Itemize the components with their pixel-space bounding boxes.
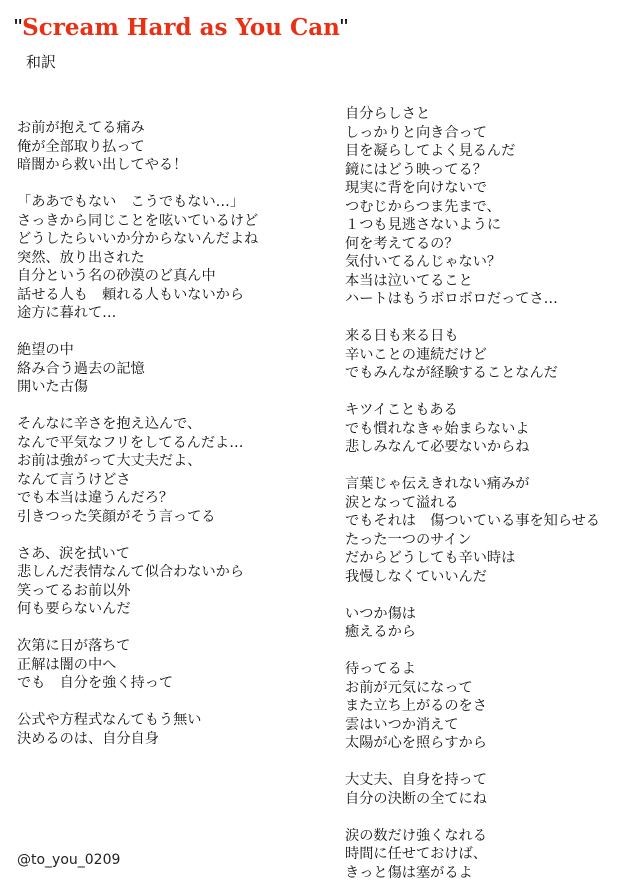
lyric-line: 涙の数だけ強くなれる — [345, 827, 487, 844]
lyric-line: 大丈夫、自身を持って — [345, 772, 487, 788]
lyric-stanza — [345, 771, 600, 808]
lyric-line: 我慢しなくていいんだ — [345, 568, 487, 585]
lyric-line: 正解は闇の中へ — [17, 656, 117, 673]
lyrics-right-column — [345, 105, 600, 882]
lyric-line: 気付いてるんじゃない？ — [345, 254, 502, 270]
lyric-line: 次第に日が落ちて — [17, 638, 131, 654]
lyric-line: つむじからつま先まで、 — [345, 198, 501, 215]
stanza-gap — [17, 526, 258, 545]
lyric-line: 「ああでもない こうでもない…」 — [17, 194, 245, 210]
lyric-line: キツイこともある — [345, 402, 458, 418]
lyric-line: ハートはもうボロボロだってさ… — [345, 291, 558, 307]
lyric-stanza — [345, 827, 600, 883]
lyric-stanza — [345, 105, 600, 309]
stanza-gap — [345, 586, 600, 605]
lyric-line: 何を考えてるの？ — [345, 235, 459, 252]
lyric-line: 涙となって溢れる — [345, 494, 459, 511]
lyric-line: お前が元気になって — [345, 679, 473, 696]
lyric-line: 自分の決断の全てにね — [345, 790, 487, 807]
lyric-stanza — [17, 341, 258, 397]
lyric-line: また立ち上がるのをさ — [345, 698, 487, 714]
lyric-stanza — [345, 660, 600, 753]
lyric-line: でも 自分を強く持って — [17, 675, 174, 691]
stanza-gap — [345, 808, 600, 827]
lyric-line: お前が抱えてる痛み — [17, 120, 145, 136]
lyric-line: 決めるのは、自分自身 — [17, 730, 159, 747]
lyric-stanza — [345, 401, 600, 457]
lyric-line: さあ、涙を拭いて — [17, 545, 130, 562]
lyric-line: 何も要らないんだ — [17, 601, 131, 617]
lyric-stanza — [345, 327, 600, 383]
stanza-gap — [17, 397, 258, 416]
lyric-line: 俺が全部取り払って — [17, 138, 145, 155]
lyric-line: 公式や方程式なんてもう無い — [17, 712, 202, 728]
lyric-line: 悲しんだ表情なんて似合わないから — [17, 564, 245, 580]
lyric-line: お前は強がって大丈夫だよ、 — [17, 453, 202, 469]
lyric-line: どうしたらいいか分からないんだよね — [17, 231, 259, 247]
lyric-line: 開いた古傷 — [17, 379, 88, 395]
lyric-stanza — [17, 637, 258, 693]
lyric-line: でも本当は違うんだろ？ — [17, 490, 174, 506]
lyric-line: 癒えるから — [345, 624, 416, 640]
lyric-line: 自分らしさと — [345, 106, 431, 122]
lyric-line: 笑ってるお前以外 — [17, 582, 131, 599]
song-title — [14, 12, 348, 43]
stanza-gap — [345, 457, 600, 476]
lyric-stanza — [345, 605, 600, 642]
lyric-line: 悲しみなんて必要ないからね — [345, 439, 530, 455]
lyric-line: 目を凝らしてよく見るんだ — [345, 143, 516, 159]
lyric-line: なんで平気なフリをしてるんだよ… — [17, 434, 244, 451]
stanza-gap — [345, 753, 600, 772]
title-close-quote: " — [339, 14, 349, 40]
lyric-line: たった一つのサイン — [345, 531, 472, 548]
lyric-line: 言葉じゃ伝えきれない痛みが — [345, 476, 530, 492]
lyric-line: 絡み合う過去の記憶 — [17, 360, 145, 377]
lyric-line: きっと傷は塞がるよ — [345, 864, 473, 881]
stanza-gap — [345, 383, 600, 402]
lyric-line: だからどうしても辛い時は — [345, 550, 516, 566]
lyric-line: 来る日も来る日も — [345, 328, 459, 344]
stanza-gap — [345, 309, 600, 328]
translation-label: 和訳 — [26, 53, 57, 71]
lyric-line: 話せる人も 頼れる人もいないから — [17, 286, 245, 303]
lyric-line: 鏡にはどう映ってる？ — [345, 161, 487, 178]
stanza-gap — [17, 175, 258, 194]
lyric-line: 辛いことの連続だけど — [345, 346, 487, 363]
title-text: Scream Hard as You Can — [22, 14, 340, 41]
lyric-stanza — [17, 711, 258, 748]
author-handle: @to_you_0209 — [17, 852, 121, 868]
lyric-stanza — [17, 545, 258, 619]
lyric-stanza — [345, 475, 600, 586]
lyric-line: 本当は泣いてること — [345, 272, 473, 289]
stanza-gap — [17, 619, 258, 638]
lyric-line: いつか傷は — [345, 605, 416, 622]
lyric-stanza — [17, 415, 258, 526]
lyric-stanza — [17, 193, 258, 323]
lyric-line: 時間に任せておけば、 — [345, 846, 487, 862]
lyric-line: 現実に背を向けないで — [345, 180, 487, 196]
lyric-line: 雲はいつか消えて — [345, 716, 459, 733]
lyric-line: そんなに辛さを抱え込んで、 — [17, 416, 202, 432]
lyric-line: 引きつった笑顔がそう言ってる — [17, 508, 216, 525]
lyrics-left-column — [17, 119, 258, 748]
lyric-line: さっきから同じことを呟いているけど — [17, 212, 259, 229]
title-open-quote: " — [14, 14, 23, 40]
lyric-line: 絶望の中 — [17, 342, 74, 358]
lyric-line: 待ってるよ — [345, 661, 416, 677]
lyric-line: しっかりと向き合って — [345, 124, 487, 141]
lyric-line: 自分という名の砂漠のど真ん中 — [17, 268, 216, 284]
stanza-gap — [17, 323, 258, 342]
lyric-line: 突然、放り出された — [17, 249, 145, 266]
lyric-line: 暗闇から救い出してやる！ — [17, 157, 188, 173]
stanza-gap — [17, 693, 258, 712]
lyric-line: １つも見逃さないように — [345, 217, 502, 233]
stanza-gap — [345, 642, 600, 661]
lyric-line: なんて言うけどさ — [17, 471, 131, 488]
lyric-line: でもそれは 傷ついている事を知らせる — [345, 513, 600, 529]
lyric-line: 太陽が心を照らすから — [345, 735, 487, 751]
lyric-stanza — [17, 119, 258, 175]
lyric-line: でもみんなが経験することなんだ — [345, 365, 558, 381]
lyric-line: でも慣れなきゃ始まらないよ — [345, 420, 530, 437]
lyric-line: 途方に暮れて… — [17, 305, 117, 321]
